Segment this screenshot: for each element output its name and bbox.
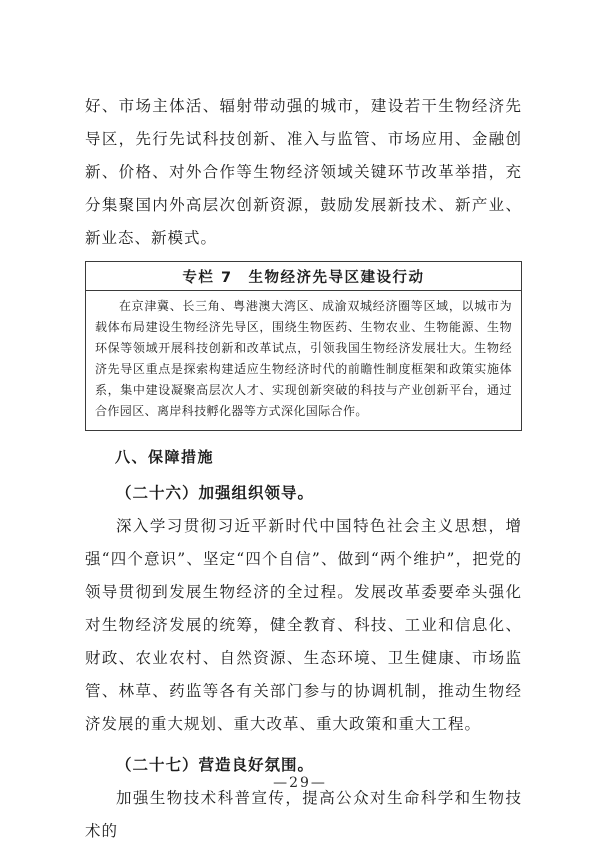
special-column-7-title: 专栏 7 生物经济先导区建设行动 — [86, 262, 521, 291]
section-heading-safeguards: 八、保障措施 — [115, 448, 215, 466]
item-26-paragraph: 深入学习贯彻习近平新时代中国特色社会主义思想，增强“四个意识”、坚定“四个自信”、做到“两个维护”，把党的领导贯彻到发展生物经济的全过程。发展改革委要牵头强化对生物经济发展的统筹，健全教育、科技、工业和信息化、财政、农业农村、自然资源、生态环境、卫生健康、市场监管、林草、药监等各有关部门参与的协调机制，推动生物经济发展的重大规划、重大改革、重大政策和重大工程。 — [85, 517, 522, 733]
item-27-heading: （二十七）营造良好氛围。 — [116, 755, 315, 774]
special-column-7-box — [85, 261, 522, 431]
page-number: —29— — [273, 775, 327, 791]
document-content — [85, 90, 522, 848]
paragraph-continuation: 好、市场主体活、辐射带动强的城市，建设若干生物经济先导区，先行先试科技创新、准入与监管、市场应用、金融创新、价格、对外合作等生物经济领域关键环节改革举措，充分集聚国内外高层次创新资源，鼓励发展新技术、新产业、新业态、新模式。 — [85, 97, 522, 247]
item-27-paragraph: 加强生物技术科普宣传，提高公众对生命科学和生物技术的 — [85, 789, 522, 840]
item-26-heading: （二十六）加强组织领导。 — [116, 483, 315, 502]
special-column-7-body: 在京津冀、长三角、粤港澳大湾区、成渝双城经济圈等区域，以城市为载体布局建设生物经济先导区，围绕生物医药、生物农业、生物能源、生物环保等领域开展科技创新和改革试点，引领我国生物经济发展壮大。生物经济先导区重点是探索构建适应生物经济时代的前瞻性制度框架和政策实施体系，集中建设凝聚高层次人才、实现创新突破的科技与产业创新平台，通过合作园区、离岸科技孵化器等方式深化国际合作。 — [95, 299, 512, 418]
